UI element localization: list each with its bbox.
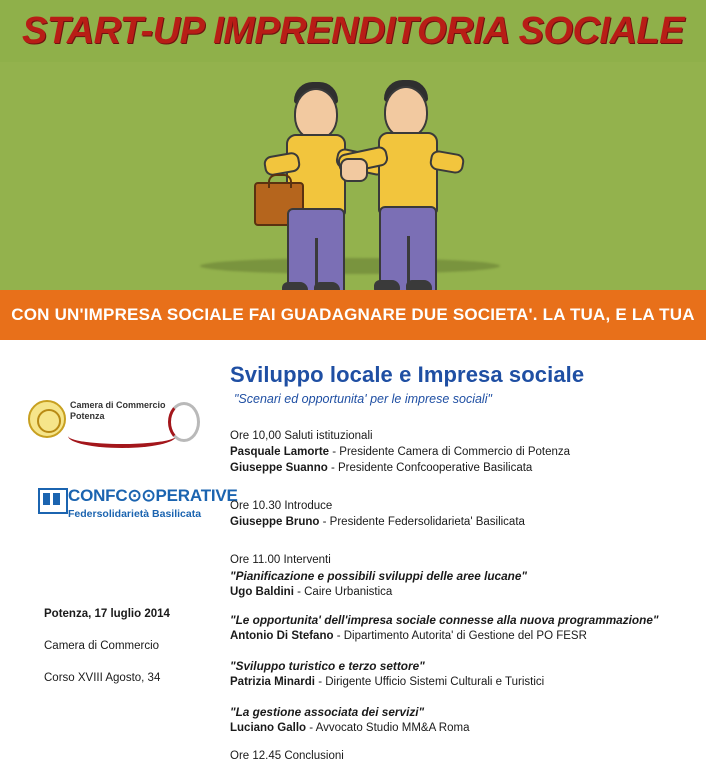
venue-place: Camera di Commercio bbox=[44, 640, 160, 652]
program-block bbox=[230, 498, 700, 530]
speaker-role: - Dipartimento Autorita' di Gestione del PO FESR bbox=[336, 630, 587, 642]
program-block bbox=[230, 704, 700, 736]
program-speaker bbox=[230, 674, 700, 690]
sidebar bbox=[0, 340, 238, 768]
program-speaker bbox=[230, 584, 700, 600]
program-time: Ore 10,00 Saluti istituzionali bbox=[230, 430, 373, 442]
camera-di-commercio-logo bbox=[28, 398, 198, 446]
speaker-role: - Presidente Confcooperative Basilicata bbox=[330, 462, 533, 474]
program-topic: "Pianificazione e possibili sviluppi delle aree lucane" bbox=[230, 569, 528, 583]
program-block bbox=[230, 428, 700, 476]
event-subtitle: "Scenari ed opportunita' per le imprese sociali" bbox=[234, 392, 492, 406]
speaker-name: Antonio Di Stefano bbox=[230, 630, 334, 642]
program-block bbox=[230, 612, 700, 644]
program-block bbox=[230, 658, 700, 690]
speaker-name: Patrizia Minardi bbox=[230, 676, 315, 688]
speaker-name: Ugo Baldini bbox=[230, 586, 294, 598]
confcooperative-logo bbox=[38, 486, 238, 530]
speaker-name: Pasquale Lamorte bbox=[230, 446, 330, 458]
camera-logo-text bbox=[70, 400, 166, 422]
program-speaker bbox=[230, 720, 700, 736]
head-shape bbox=[294, 88, 338, 140]
confcooperative-mark-icon bbox=[38, 488, 68, 514]
program-block bbox=[230, 552, 700, 600]
program-topic: "La gestione associata dei servizi" bbox=[230, 705, 425, 719]
torso-shape bbox=[378, 132, 438, 214]
program-block bbox=[230, 748, 700, 764]
program-time: Ore 11.00 Interventi bbox=[230, 554, 331, 566]
head-shape bbox=[384, 86, 428, 138]
poster-illustration bbox=[0, 62, 706, 290]
venue-address: Corso XVIII Agosto, 34 bbox=[44, 672, 161, 684]
program-speaker bbox=[230, 628, 700, 644]
event-title: Sviluppo locale e Impresa sociale bbox=[230, 362, 585, 387]
camera-logo-line2: Potenza bbox=[70, 411, 105, 421]
speaker-role: - Dirigente Ufficio Sistemi Culturali e Turistici bbox=[318, 676, 545, 688]
camera-logo-line1: Camera di Commercio bbox=[70, 400, 166, 410]
confcooperative-subtitle: Federsolidarietà Basilicata bbox=[68, 508, 202, 520]
speaker-name: Giuseppe Suanno bbox=[230, 462, 328, 474]
speaker-role: - Presidente Camera di Commercio di Potenza bbox=[332, 446, 571, 458]
speaker-role: - Avvocato Studio MM&A Roma bbox=[309, 722, 470, 734]
swoosh-icon bbox=[68, 424, 176, 448]
handshake-shape bbox=[340, 158, 368, 182]
program-details bbox=[222, 340, 706, 768]
poster-tagline: CON UN'IMPRESA SOCIALE FAI GUADAGNARE DUE SOCIETA'. LA TUA, E LA TUA bbox=[11, 305, 695, 324]
program-speaker bbox=[230, 444, 700, 460]
program-time: Ore 10.30 Introduce bbox=[230, 500, 333, 512]
speaker-role: - Caire Urbanistica bbox=[297, 586, 393, 598]
arc-icon bbox=[168, 402, 200, 442]
poster-tagline-band bbox=[0, 290, 706, 340]
confcooperative-name: CONFC⊙⊙PERATIVE bbox=[68, 486, 238, 505]
speaker-name: Luciano Gallo bbox=[230, 722, 307, 734]
poster-image bbox=[0, 0, 706, 340]
venue-date: Potenza, 17 luglio 2014 bbox=[44, 608, 170, 620]
program-speaker bbox=[230, 514, 700, 530]
program-time: Ore 12.45 Conclusioni bbox=[230, 750, 344, 762]
program-section bbox=[0, 340, 706, 768]
poster-title-band bbox=[0, 0, 706, 62]
program-topic: "Sviluppo turistico e terzo settore" bbox=[230, 659, 425, 673]
program-topic: "Le opportunita' dell'impresa sociale connesse alla nuova programmazione" bbox=[230, 613, 659, 627]
speaker-role: - Presidente Federsolidarieta' Basilicata bbox=[322, 516, 525, 528]
program-speaker bbox=[230, 460, 700, 476]
seal-icon bbox=[28, 400, 66, 438]
poster-title: START-UP IMPRENDITORIA SOCIALE bbox=[21, 9, 684, 52]
speaker-name: Giuseppe Bruno bbox=[230, 516, 320, 528]
